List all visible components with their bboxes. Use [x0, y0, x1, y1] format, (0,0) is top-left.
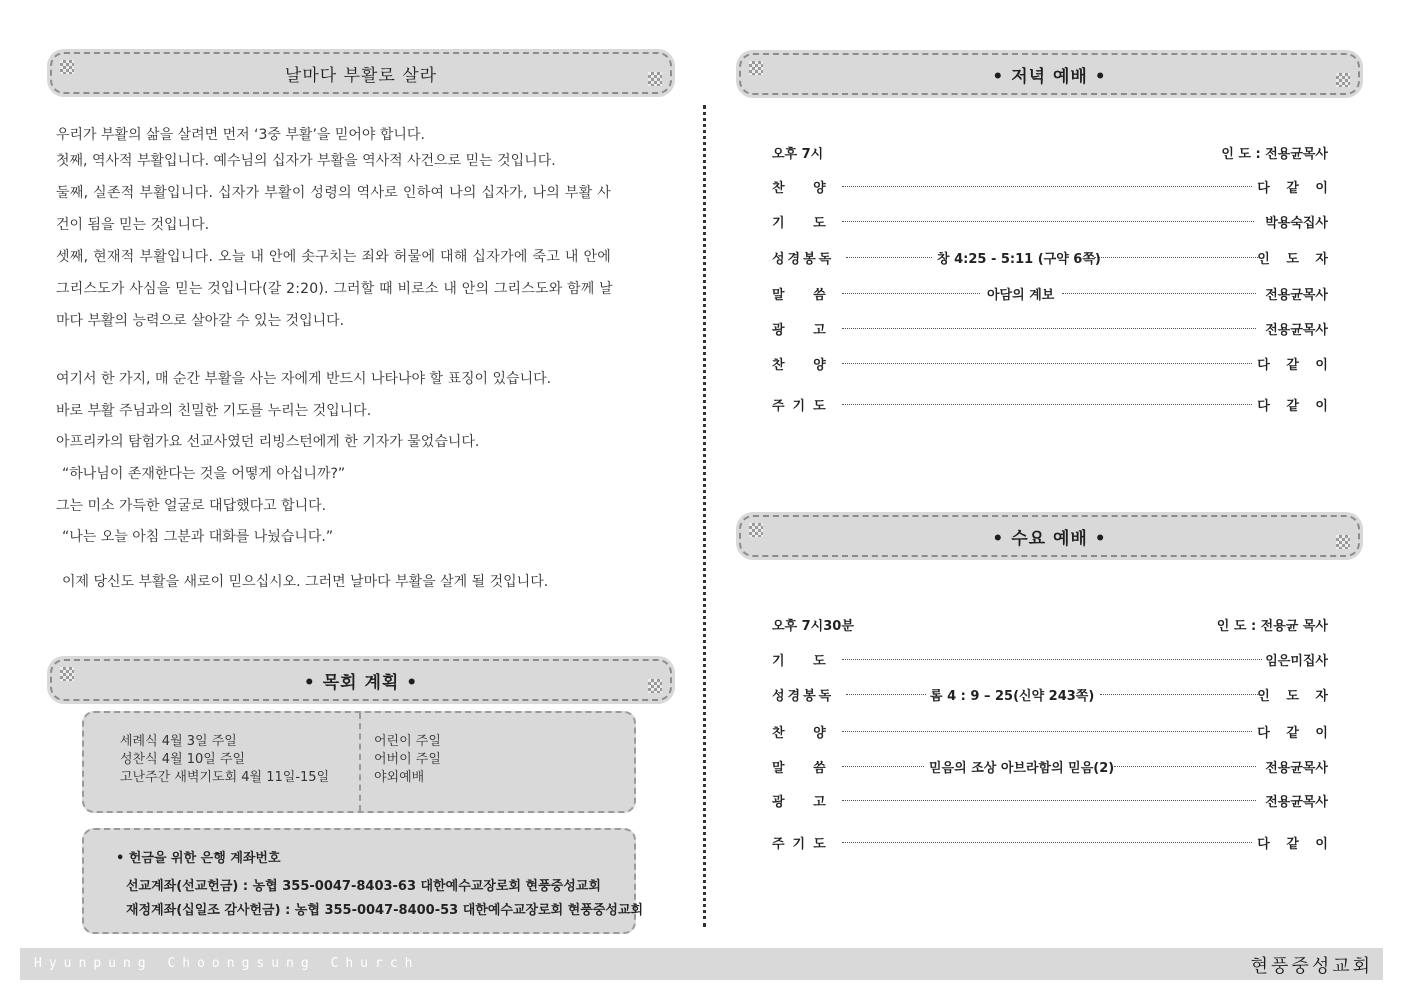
- checker-ornament-icon: [648, 679, 662, 693]
- bank-account-mission: 선교계좌(선교헌금) : 농협 355-0047-8403-63 대한예수교장로회 현풍중성교회: [126, 879, 601, 894]
- checker-ornament-icon: [1336, 73, 1350, 87]
- plan-item: 어린이 주일: [374, 734, 441, 749]
- service-order-row: 광 고 전용균목사: [772, 795, 1328, 810]
- wednesday-header-row: [772, 615, 1328, 635]
- service-order-row: 성경봉독 창 4:25 - 5:11 (구약 6쪽) 인 도 자: [772, 252, 1334, 267]
- essay-line: 마다 부활의 능력으로 살아갈 수 있는 것입니다.: [56, 313, 345, 329]
- wednesday-time: 오후 7시30분: [772, 619, 854, 634]
- evening-service-banner: [739, 53, 1360, 95]
- essay-title-banner: [50, 52, 672, 94]
- pastoral-plan-box: [82, 711, 636, 813]
- plan-column-events: [120, 733, 329, 787]
- plan-column-sundays: [374, 733, 441, 787]
- service-order-row: 성경봉독 롬 4 : 9 – 25(신약 243쪽) 인 도 자: [772, 689, 1334, 704]
- essay-line: 바로 부활 주님과의 친밀한 기도를 누리는 것입니다.: [56, 403, 372, 419]
- essay-quote: “하나님이 존재한다는 것을 어떻게 아십니까?”: [62, 466, 346, 482]
- church-name-korean: 현풍중성교회: [1250, 956, 1373, 977]
- checker-ornament-icon: [60, 667, 74, 681]
- service-order-row: 주기도 다 같 이: [772, 399, 1334, 414]
- bank-account-box: [82, 828, 644, 934]
- bank-account-finance: 재정계좌(십일조 감사헌금) : 농협 355-0047-8400-53 대한예수교장로회 현풍중성교회: [126, 903, 644, 918]
- checker-ornament-icon: [648, 72, 662, 86]
- essay-line: 그리스도가 사심을 믿는 것입니다(갈 2:20). 그러할 때 비로소 내 안의 그리스도와 함께 날: [56, 281, 613, 297]
- checker-ornament-icon: [1336, 535, 1350, 549]
- evening-header-row: [772, 143, 1328, 163]
- essay-line: 여기서 한 가지, 매 순간 부활을 사는 자에게 반드시 나타나야 할 표징이 있습니다.: [56, 371, 552, 387]
- checker-ornament-icon: [749, 523, 763, 537]
- essay-title: 날마다 부활로 살라: [284, 65, 438, 86]
- wednesday-service-title: • 수요 예배 •: [992, 528, 1107, 549]
- checker-ornament-icon: [60, 60, 74, 74]
- essay-line: 첫째, 역사적 부활입니다. 예수님의 십자가 부활을 역사적 사건으로 믿는 것입니다.: [56, 153, 556, 169]
- service-order-row: 찬 양 다 같 이: [772, 358, 1334, 373]
- plan-item: 세례식 4월 3일 주일: [120, 734, 237, 749]
- essay-quote: “나는 오늘 아침 그분과 대화를 나눴습니다.”: [62, 529, 334, 545]
- checker-ornament-icon: [749, 61, 763, 75]
- service-order-row: 찬 양 다 같 이: [772, 726, 1334, 741]
- service-order-row: 기 도 임은미집사: [772, 654, 1328, 669]
- essay-line: 둘째, 실존적 부활입니다. 십자가 부활이 성령의 역사로 인하여 나의 십자가, 나의 부활 사: [56, 185, 612, 201]
- service-order-row: 주기도 다 같 이: [772, 837, 1334, 852]
- evening-service-title: • 저녁 예배 •: [992, 66, 1107, 87]
- wednesday-leader: 인 도 : 전용균 목사: [1216, 619, 1328, 634]
- essay-line: 이제 당신도 부활을 새로이 믿으십시오. 그러면 날마다 부활을 살게 될 것입니다.: [62, 574, 549, 590]
- plan-item: 고난주간 새벽기도회 4월 11일-15일: [120, 770, 330, 785]
- pastoral-plan-banner: [50, 659, 672, 701]
- essay-line: 우리가 부활의 삶을 살려면 먼저 ‘3중 부활’을 믿어야 합니다.: [56, 127, 425, 143]
- plan-item: 야외예배: [374, 770, 425, 785]
- essay-line: 아프리카의 탐험가요 선교사였던 리빙스턴에게 한 기자가 물었습니다.: [56, 434, 480, 450]
- wednesday-service-banner: [739, 515, 1360, 557]
- footer-bar: [20, 948, 1383, 980]
- church-name-english: Hyunpung Choongsung Church: [34, 956, 420, 971]
- plan-item: 성찬식 4월 10일 주일: [120, 752, 246, 767]
- essay-line: 셋째, 현재적 부활입니다. 오늘 내 안에 솟구치는 죄와 허물에 대해 십자가에 죽고 내 안에: [56, 249, 612, 265]
- evening-leader: 인 도 : 전용균목사: [1221, 147, 1328, 162]
- essay-line: 그는 미소 가득한 얼굴로 대답했다고 합니다.: [56, 498, 327, 514]
- plan-divider: [359, 713, 361, 811]
- bank-heading: • 헌금을 위한 은행 계좌번호: [116, 851, 281, 866]
- service-order-row: 광 고 전용균목사: [772, 323, 1328, 338]
- evening-time: 오후 7시: [772, 147, 824, 162]
- pastoral-plan-title: • 목회 계획 •: [303, 672, 419, 693]
- plan-item: 어버이 주일: [374, 752, 441, 767]
- service-order-row: 말 씀 아담의 계보 전용균목사: [772, 288, 1328, 303]
- service-order-row: 기 도 박용숙집사: [772, 216, 1328, 231]
- page-divider: [703, 105, 706, 927]
- essay-line: 건이 됨을 믿는 것입니다.: [56, 217, 210, 233]
- service-order-row: 말 씀 믿음의 조상 아브라함의 믿음(2) 전용균목사: [772, 761, 1328, 776]
- service-order-row: 찬 양 다 같 이: [772, 181, 1334, 196]
